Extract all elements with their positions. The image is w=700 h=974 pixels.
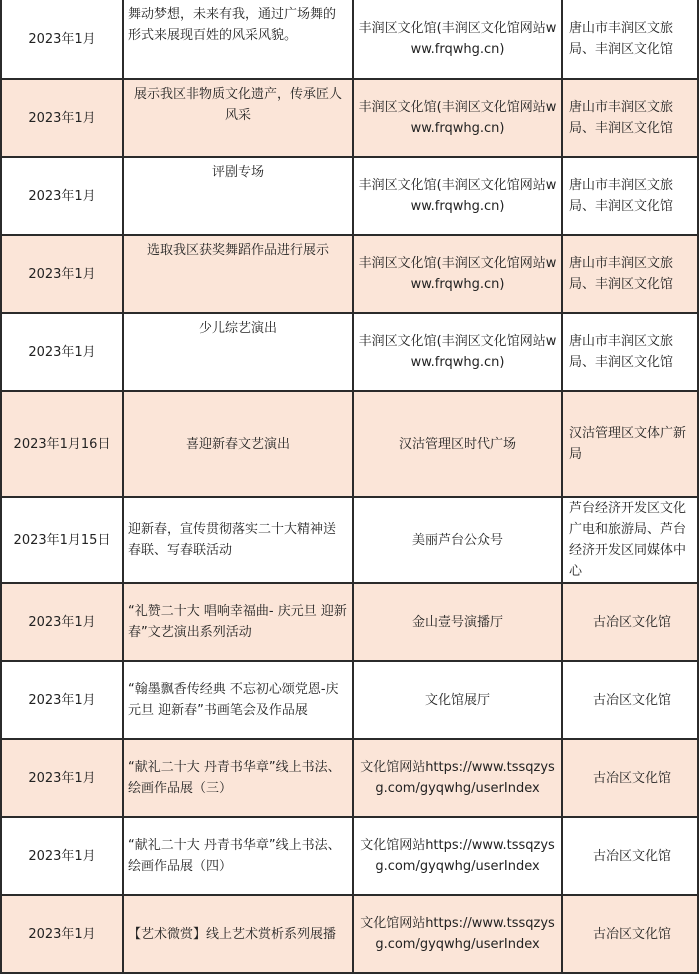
organizer-cell: 唐山市丰润区文旅局、丰润区文化馆 <box>562 0 698 79</box>
venue-cell: 丰润区文化馆(丰润区文化馆网站www.frqwhg.cn) <box>353 0 562 79</box>
organizer-cell: 芦台经济开发区文化广电和旅游局、芦台经济开发区同媒体中心 <box>562 497 698 583</box>
venue-cell: 文化馆网站https://www.tssqzysg.com/gyqwhg/userIndex <box>353 739 562 817</box>
table-row <box>1 661 698 739</box>
table-row <box>1 583 698 661</box>
date-cell: 2023年1月16日 <box>1 391 123 497</box>
date-cell: 2023年1月 <box>1 0 123 79</box>
venue-cell: 文化馆网站https://www.tssqzysg.com/gyqwhg/userIndex <box>353 817 562 895</box>
activity-cell: 展示我区非物质文化遗产，传承匠人风采 <box>123 79 353 157</box>
venue-cell: 汉沽管理区时代广场 <box>353 391 562 497</box>
date-cell: 2023年1月 <box>1 157 123 235</box>
activity-cell: “献礼二十大 丹青书华章”线上书法、绘画作品展（四） <box>123 817 353 895</box>
activity-cell: 喜迎新春文艺演出 <box>123 391 353 497</box>
activity-cell: 评剧专场 <box>123 157 353 235</box>
date-cell: 2023年1月 <box>1 661 123 739</box>
date-cell: 2023年1月 <box>1 583 123 661</box>
activity-cell: “献礼二十大 丹青书华章”线上书法、绘画作品展（三） <box>123 739 353 817</box>
activity-cell: 舞动梦想，未来有我，通过广场舞的形式来展现百姓的风采风貌。 <box>123 0 353 79</box>
table-row <box>1 79 698 157</box>
table-row <box>1 817 698 895</box>
table-row <box>1 497 698 583</box>
date-cell: 2023年1月 <box>1 313 123 391</box>
date-cell: 2023年1月 <box>1 817 123 895</box>
date-cell: 2023年1月 <box>1 79 123 157</box>
date-cell: 2023年1月15日 <box>1 497 123 583</box>
organizer-cell: 唐山市丰润区文旅局、丰润区文化馆 <box>562 235 698 313</box>
date-cell: 2023年1月 <box>1 235 123 313</box>
organizer-cell: 古冶区文化馆 <box>562 739 698 817</box>
organizer-cell: 唐山市丰润区文旅局、丰润区文化馆 <box>562 157 698 235</box>
venue-cell: 丰润区文化馆(丰润区文化馆网站www.frqwhg.cn) <box>353 157 562 235</box>
activity-cell: “礼赞二十大 唱响幸福曲- 庆元旦 迎新春”文艺演出系列活动 <box>123 583 353 661</box>
activity-cell: 少儿综艺演出 <box>123 313 353 391</box>
table-row <box>1 235 698 313</box>
organizer-cell: 唐山市丰润区文旅局、丰润区文化馆 <box>562 313 698 391</box>
venue-cell: 文化馆展厅 <box>353 661 562 739</box>
table-row <box>1 157 698 235</box>
date-cell: 2023年1月 <box>1 739 123 817</box>
activity-cell: 【艺术微赏】线上艺术赏析系列展播 <box>123 895 353 973</box>
table-row <box>1 895 698 973</box>
venue-cell: 金山壹号演播厅 <box>353 583 562 661</box>
table-row <box>1 0 698 79</box>
organizer-cell: 古冶区文化馆 <box>562 817 698 895</box>
date-cell: 2023年1月 <box>1 895 123 973</box>
venue-cell: 丰润区文化馆(丰润区文化馆网站www.frqwhg.cn) <box>353 79 562 157</box>
organizer-cell: 汉沽管理区文体广新局 <box>562 391 698 497</box>
activity-cell: 迎新春，宣传贯彻落实二十大精神送春联、写春联活动 <box>123 497 353 583</box>
organizer-cell: 古冶区文化馆 <box>562 583 698 661</box>
organizer-cell: 唐山市丰润区文旅局、丰润区文化馆 <box>562 79 698 157</box>
organizer-cell: 古冶区文化馆 <box>562 661 698 739</box>
table-row <box>1 739 698 817</box>
organizer-cell: 古冶区文化馆 <box>562 895 698 973</box>
venue-cell: 美丽芦台公众号 <box>353 497 562 583</box>
venue-cell: 丰润区文化馆(丰润区文化馆网站www.frqwhg.cn) <box>353 235 562 313</box>
venue-cell: 文化馆网站https://www.tssqzysg.com/gyqwhg/userIndex <box>353 895 562 973</box>
table-row <box>1 313 698 391</box>
table-row <box>1 391 698 497</box>
activity-cell: “翰墨飘香传经典 不忘初心颂党恩-庆元旦 迎新春”书画笔会及作品展 <box>123 661 353 739</box>
activity-cell: 选取我区获奖舞蹈作品进行展示 <box>123 235 353 313</box>
venue-cell: 丰润区文化馆(丰润区文化馆网站www.frqwhg.cn) <box>353 313 562 391</box>
